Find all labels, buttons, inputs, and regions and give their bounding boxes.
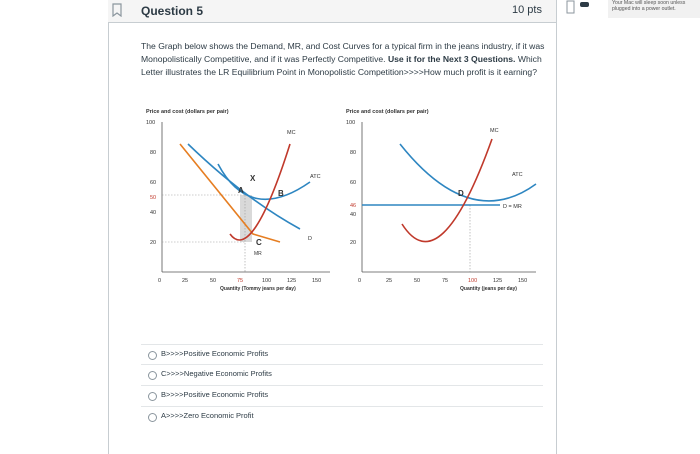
left-label-atc: ATC <box>310 174 321 180</box>
right-label-atc: ATC <box>512 172 523 178</box>
left-ytick-40: 40 <box>150 210 157 216</box>
document-icon[interactable] <box>566 0 575 16</box>
answer-option-4[interactable] <box>141 406 543 427</box>
left-xtick-150: 150 <box>312 278 322 284</box>
atc-curve <box>218 164 310 199</box>
right-ytick-20: 20 <box>350 240 357 246</box>
point-a-label: A <box>238 186 244 195</box>
question-points: 10 pts <box>512 4 542 16</box>
collapse-bar-icon[interactable] <box>580 2 589 7</box>
left-label-mc: MC <box>287 130 296 136</box>
answer-label: B>>>>Positive Economic Profits <box>161 390 269 399</box>
right-xtick-50: 50 <box>414 278 421 284</box>
right-ytick-60: 60 <box>350 180 357 186</box>
right-xtick-150: 150 <box>518 278 528 284</box>
answer-option-1[interactable] <box>141 344 543 365</box>
left-xtick-0: 0 <box>158 278 162 284</box>
question-text-plain: The Graph below shows the Demand, MR, and Cost Curves for a typical firm in the jeans industry, if it was Monopolistically Competitive, and if it was Perfectly Competitive. <box>141 41 545 64</box>
left-ytick-50: 50 <box>150 195 157 201</box>
answer-label: C>>>>Negative Economic Profits <box>161 369 272 378</box>
card-left-border <box>108 0 109 454</box>
left-xtick-25: 25 <box>182 278 189 284</box>
point-x-label: X <box>250 174 256 183</box>
right-ytick-100: 100 <box>346 120 356 126</box>
left-xtick-100: 100 <box>262 278 272 284</box>
left-y-axis-label: Price and cost (dollars per pair) <box>146 109 229 115</box>
left-ytick-20: 20 <box>150 240 157 246</box>
radio-button[interactable] <box>148 392 157 401</box>
left-label-d: D <box>308 236 312 242</box>
right-ytick-46: 46 <box>350 203 357 209</box>
right-x-axis-label: Quantity (jeans per day) <box>460 286 517 292</box>
left-ytick-80: 80 <box>150 150 157 156</box>
radio-button[interactable] <box>148 351 157 360</box>
monopolistic-competition-graph <box>140 104 340 294</box>
right-xtick-125: 125 <box>493 278 503 284</box>
right-ytick-40: 40 <box>350 212 357 218</box>
mr-curve <box>180 144 280 242</box>
left-x-axis-label: Quantity (Tommy jeans per day) <box>220 286 296 292</box>
right-y-axis-label: Price and cost (dollars per pair) <box>346 109 429 115</box>
right-mc-curve <box>402 139 492 242</box>
right-xtick-75: 75 <box>442 278 449 284</box>
right-xtick-0: 0 <box>358 278 362 284</box>
radio-button[interactable] <box>148 371 157 380</box>
left-label-mr: MR <box>254 251 262 257</box>
question-title: Question 5 <box>141 4 204 18</box>
point-d-label: D <box>458 189 464 198</box>
left-xtick-125: 125 <box>287 278 297 284</box>
question-text-tail: Which Letter illustrates the LR Equilibrium Point in Monopolistic Competition>>>>How much profit is it earning? <box>141 54 542 77</box>
right-label-mc: MC <box>490 128 499 134</box>
right-xtick-25: 25 <box>386 278 393 284</box>
answer-label: B>>>>Positive Economic Profits <box>161 349 269 358</box>
power-notice: Your Mac will sleep soon unless plugged into a power outlet. <box>608 0 700 18</box>
right-xtick-100: 100 <box>468 278 478 284</box>
right-ytick-80: 80 <box>350 150 357 156</box>
point-c-label: C <box>256 238 262 247</box>
left-ytick-60: 60 <box>150 180 157 186</box>
left-xtick-75: 75 <box>237 278 244 284</box>
right-label-dmr: D = MR <box>503 204 522 210</box>
bookmark-flag-icon[interactable] <box>112 3 122 17</box>
answer-option-3[interactable] <box>141 385 543 406</box>
point-b-label: B <box>278 189 284 198</box>
question-text-bold: Use it for the Next 3 Questions. <box>387 54 516 64</box>
answer-label: A>>>>Zero Economic Profit <box>161 411 254 420</box>
radio-button[interactable] <box>148 413 157 422</box>
card-right-border <box>556 0 557 454</box>
left-xtick-50: 50 <box>210 278 217 284</box>
question-text <box>141 40 546 79</box>
answer-option-2[interactable] <box>141 364 543 385</box>
left-ytick-100: 100 <box>146 120 156 126</box>
perfect-competition-graph <box>340 104 548 294</box>
